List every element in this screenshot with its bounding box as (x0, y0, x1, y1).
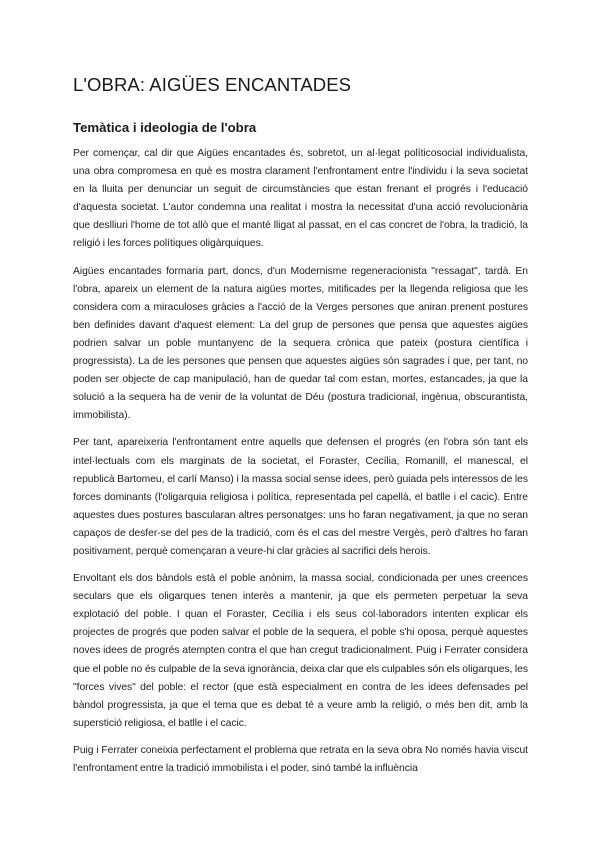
paragraph: Puig i Ferrater coneixia perfectament el problema que retrata en la seva obra No només havia viscut l'enfrontament entre la tradició immobilista i el poder, sinó també la influència (73, 744, 528, 774)
document-body (73, 145, 528, 787)
document-title: L'OBRA: AIGÜES ENCANTADES (73, 74, 352, 95)
paragraph: Envoltant els dos bàndols està el poble anònim, la massa social, condicionada per unes creences seculars que els oligarques tenen interès a mantenir, ja que els permeten perpetuar la seva explotació del poble. I quan el Foraster, Cecília i els seus col·laboradors intenten explicar els projectes de progrés que poden salvar el poble de la sequera, el poble s'hi oposa, perquè aquestes noves idees de progrés atempten contra el que han cregut tradicionalment. Puig i Ferrater considera que el poble no és culpable de la seva ignorància, deixa clar que els culpables són els oligarques, les "forces vives" del poble: el rector (que està especialment en contra de les idees defensades pel bàndol progressista, ja que el tema que es debat té a veure amb la religió, o més ben dit, amb la superstició religiosa, el batlle i el cacic. (73, 573, 528, 729)
paragraph: Aigües encantades formaria part, doncs, d'un Modernisme regeneracionista "ressagat", tardà. En l'obra, apareix un element de la natura aigües mortes, mitificades per la llegenda religiosa que les considera com a miraculoses gràcies a l'acció de la Verges persones que aniran prenent postures ben definides davant d'aquest element: La del grup de persones que pensa que aquestes aigües podrien salvar un poble muntanyenc de la sequera crònica que pateix (postura científica i progressista). La de les persones que pensen que aquestes aigües són sagrades i que, per tant, no poden ser objecte de cap manipulació, han de quedar tal com estan, mortes, estancades, ja que la solució a la sequera ha de venir de la voluntat de Déu (postura tradicional, ingènua, obscurantista, immobilista). (73, 265, 528, 422)
paragraph: Per començar, cal dir que Aigües encantades és, sobretot, un al·legat políticosocial individualista, una obra compromesa en què es mostra clarament l'enfrontament entre l'individu i la seva societat en la lluita per denunciar un seguit de circumstàncies que estan frenant el progrés i l'educació d'aquesta societat. L'autor condemna una realitat i mostra la necessitat d'una acció revolucionària que deslliuri l'home de tot allò que el manté lligat al passat, en el cas concret de l'obra, la tradició, la religió i les forces polítiques oligàrquiques. (73, 148, 528, 250)
section-heading: Temàtica i ideologia de l'obra (73, 120, 257, 135)
paragraph: Per tant, apareixeria l'enfrontament entre aquells que defensen el progrés (en l'obra són tant els intel·lectuals com els marginats de la societat, el Foraster, Cecília, Romanill, el manescal, el republicà Bartomeu, el carlí Manso) i la massa social sense idees, però guiada pels interessos de les forces dominants (l'oligarquia religiosa i política, representada pel capellà, el batlle i el cacic). Entre aquestes dues postures bascularan altres personatges: uns ho faran negativament, ja que no seran capaços de desfer-se del pes de la tradició, com és el cas del mestre Vergès, però d'altres ho faran positivament, perquè començaran a veure-hi clar gràcies al sacrifici dels herois. (73, 437, 528, 557)
